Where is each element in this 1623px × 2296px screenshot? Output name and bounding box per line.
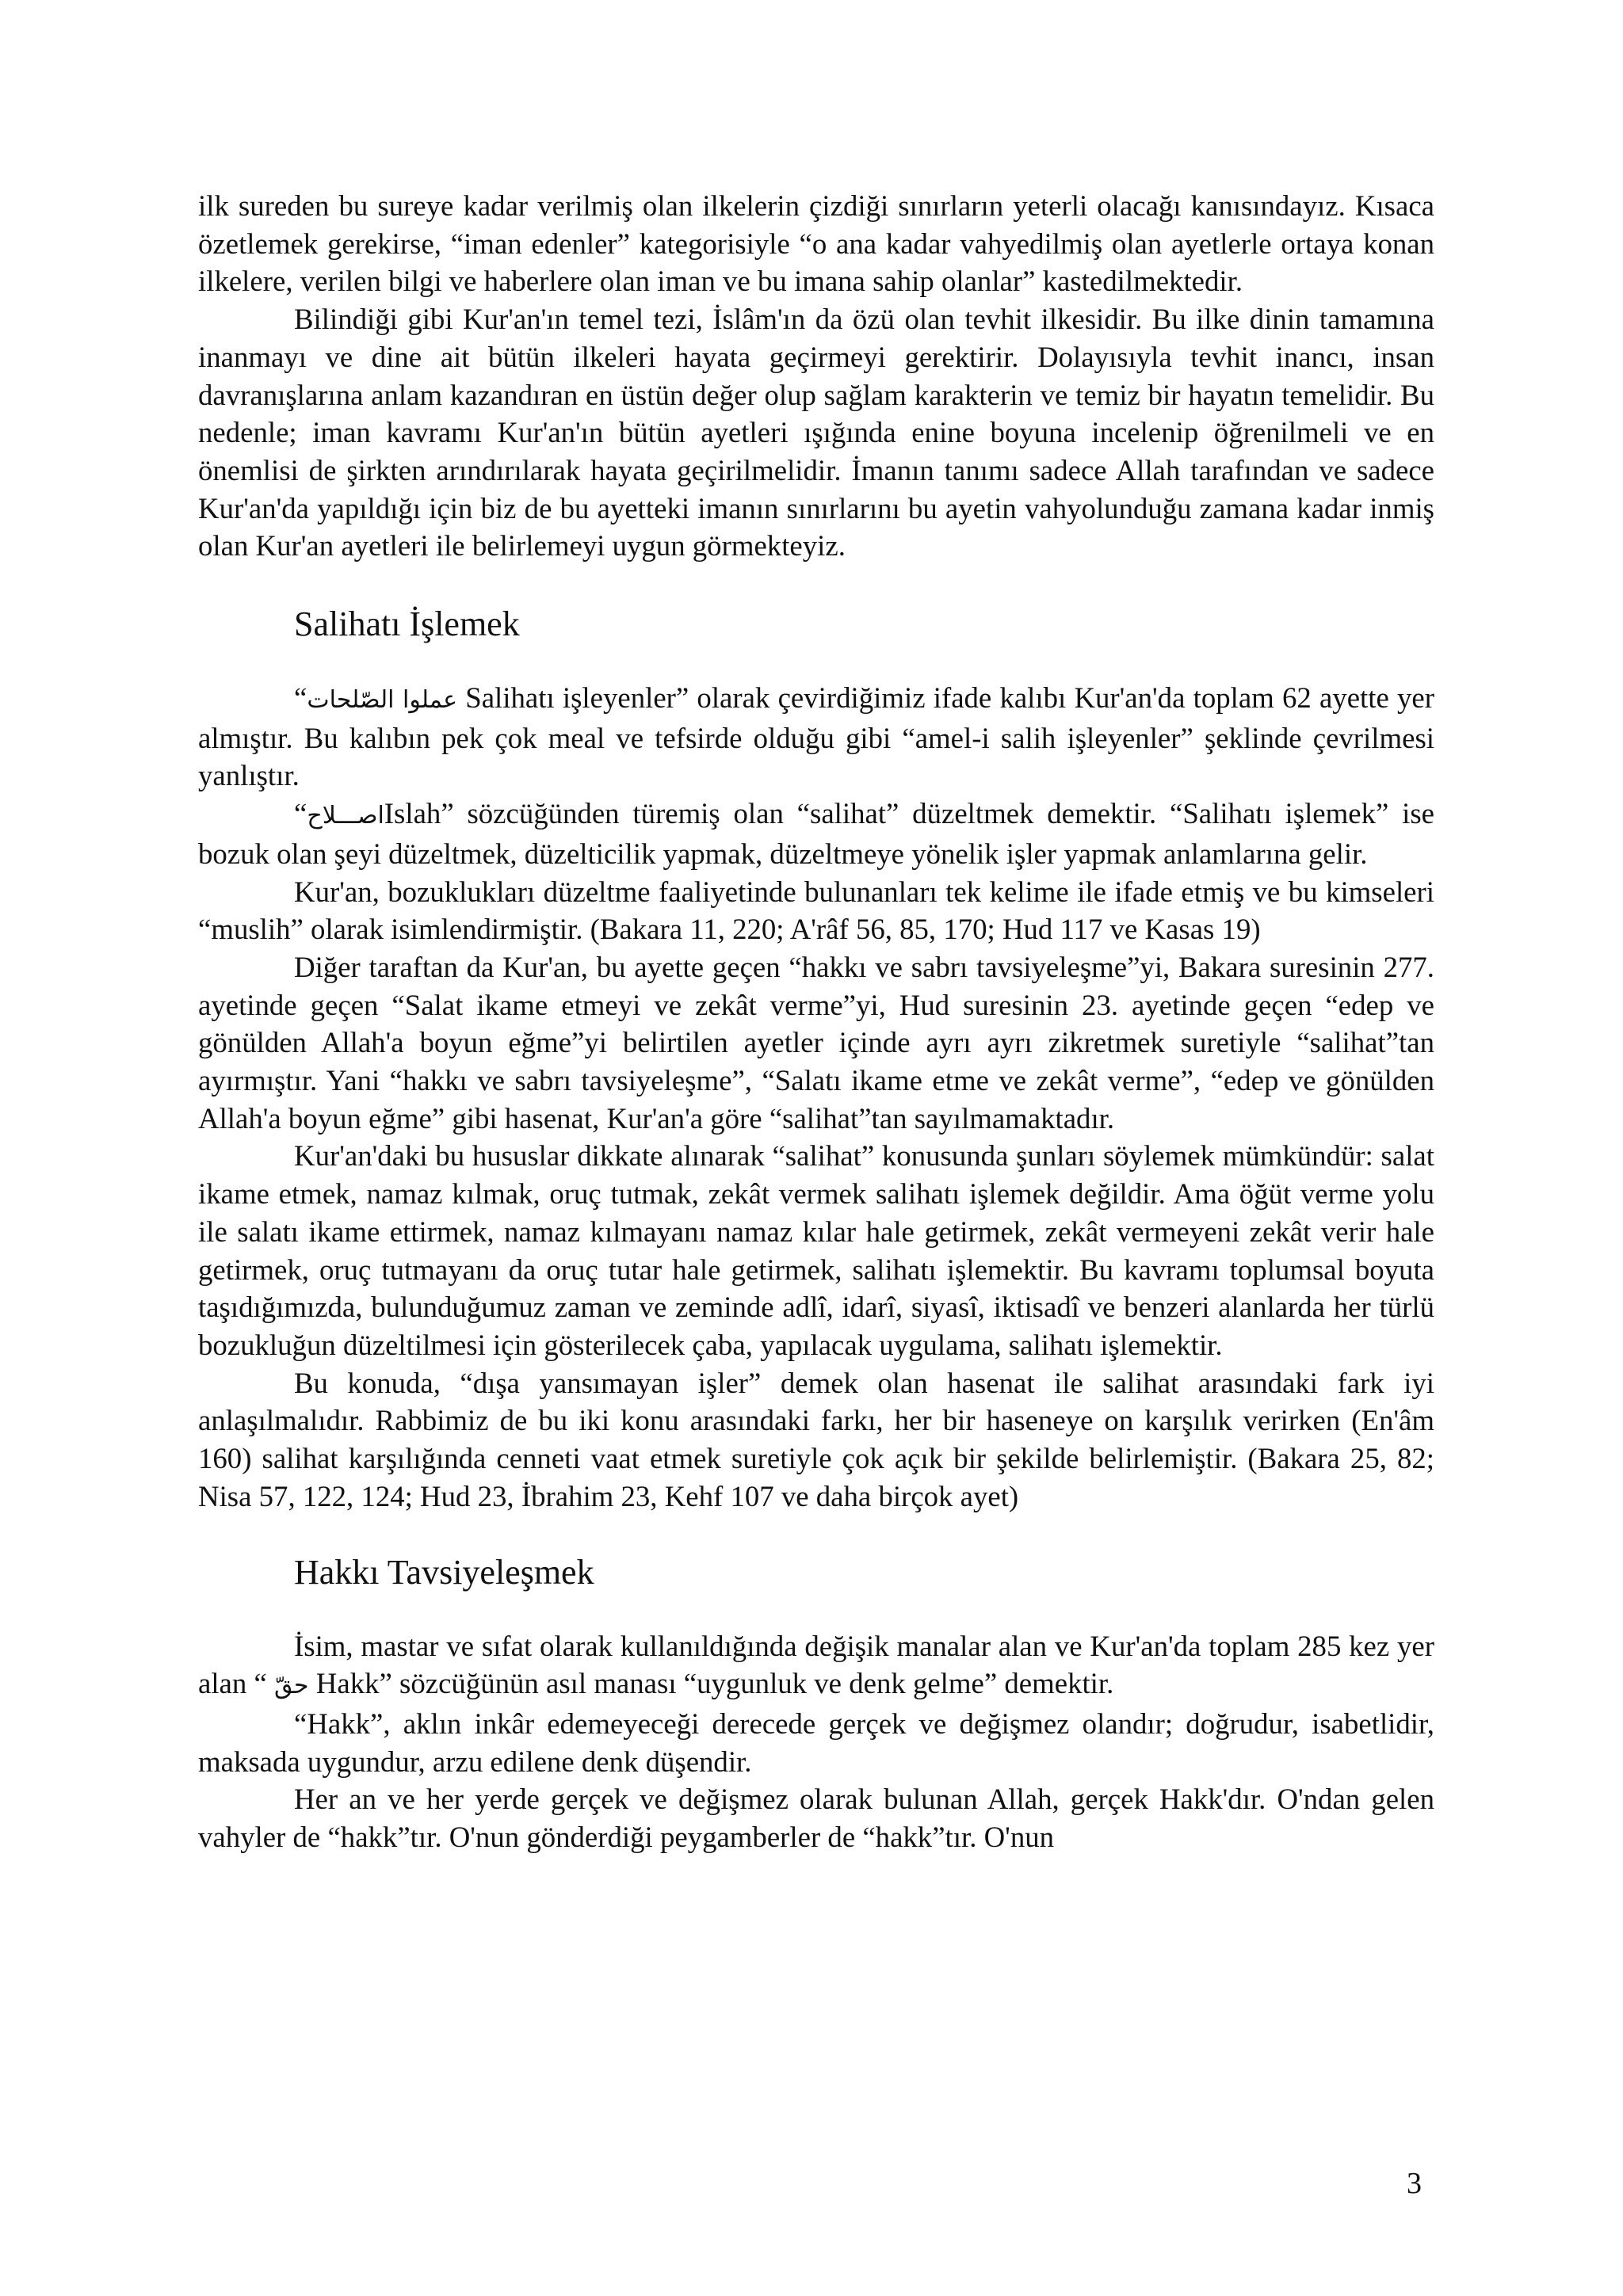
paragraph (198, 795, 1434, 872)
arabic-term: عملوا الصّلحات (307, 686, 458, 715)
paragraph-text: İsim, mastar ve sıfat olarak kullanıldığında değişik manalar alan ve Kur'an'da toplam 285 kez yer alan “ (198, 1629, 1434, 1700)
paragraph-text: Islah” sözcüğünden türemiş olan “salihat” düzeltmek demektir. “Salihatı işlemek” ise bozuk olan şeyi düzeltmek, düzelticilik yapmak, düzeltmeye yönelik işler yapmak anlamlarına gelir. (198, 797, 1434, 870)
paragraph: Kur'an'daki bu hususlar dikkate alınarak “salihat” konusunda şunları söylemek mümkündür: salat ikame etmek, namaz kılmak, oruç tutmak, zekât vermek salihatı işlemek değildir. Ama öğüt verme yolu ile salatı ikame ettirmek, namaz kılmayanı namaz kılar hale getirmek, zekât vermeyeni zekât verir hale getirmek, oruç tutmayanı da oruç tutar hale getirmek, salihatı işlemektir. Bu kavramı toplumsal boyuta taşıdığımızda, bulunduğumuz zaman ve zeminde adlî, idarî, siyasî, iktisadî ve benzeri alanlarda her türlü bozukluğun düzeltilmesi için gösterilecek çaba, yapılacak uygulama, salihatı işlemektir. (198, 1139, 1434, 1361)
quote-mark: “ (294, 797, 307, 830)
paragraph: ilk sureden bu sureye kadar verilmiş olan ilkelerin çizdiği sınırların yeterli olacağı kanısındayız. Kısaca özetlemek gerekirse, “iman edenler” kategorisiyle “o ana kadar vahyedilmiş olan ayetlerle ortaya konan ilkelere, verilen bilgi ve haberlere olan iman ve bu imana sahip olanlar” kastedilmektedir. (198, 189, 1434, 298)
page-number: 3 (1407, 2167, 1422, 2200)
paragraph: Kur'an, bozuklukları düzeltme faaliyetinde bulunanları tek kelime ile ifade etmiş ve bu kimseleri “muslih” olarak isimlendirmiştir. (Bakara 11, 220; A'râf 56, 85, 170; Hud 117 ve Kasas 19) (198, 875, 1434, 946)
paragraph (198, 1627, 1434, 1705)
paragraph: “Hakk”, aklın inkâr edemeyeceği derecede gerçek ve değişmez olandır; doğrudur, isabetlidir, maksada uygundur, arzu edilene denk düşendir. (198, 1707, 1434, 1778)
section-heading-hakki: Hakkı Tavsiyeleşmek (294, 1552, 594, 1592)
paragraph: Her an ve her yerde gerçek ve değişmez olarak bulunan Allah, gerçek Hakk'dır. O'ndan gelen vahyler de “hakk”tır. O'nun gönderdiği peygamberler de “hakk”tır. O'nun (198, 1783, 1434, 1854)
quote-mark: “ (294, 681, 307, 715)
arabic-term: اصـــلاح (307, 802, 384, 830)
paragraph (198, 679, 1434, 795)
paragraph-text: Hakk” sözcüğünün asıl manası “uygunluk ve denk gelme” demektir. (308, 1667, 1114, 1700)
section-heading-salihat: Salihatı İşlemek (294, 605, 520, 644)
paragraph-text: Salihatı işleyenler” olarak çevirdiğimiz ifade kalıbı Kur'an'da toplam 62 ayette yer almıştır. Bu kalıbın pek çok meal ve tefsirde olduğu gibi “amel-i salih işleyenler” şeklinde çevrilmesi yanlıştır. (198, 681, 1434, 792)
document-page (198, 187, 1434, 1856)
paragraph: Diğer taraftan da Kur'an, bu ayette geçen “hakkı ve sabrı tavsiyeleşme”yi, Bakara suresinin 277. ayetinde geçen “Salat ikame etmeyi ve zekât verme”yi, Hud suresinin 23. ayetinde geçen “edep ve gönülden Allah'a boyun eğme”yi belirtilen ayetler içinde ayrı ayrı zikretmek suretiyle “salihat”tan ayırmıştır. Yani “hakkı ve sabrı tavsiyeleşme”, “Salatı ikame etme ve zekât verme”, “edep ve gönülden Allah'a boyun eğme” gibi hasenat, Kur'an'a göre “salihat”tan sayılmamaktadır. (198, 950, 1434, 1135)
paragraph: Bilindiği gibi Kur'an'ın temel tezi, İslâm'ın da özü olan tevhit ilkesidir. Bu ilke dinin tamamına inanmayı ve dine ait bütün ilkeleri hayata geçirmeyi gerektirir. Dolayısıyla tevhit inancı, insan davranışlarına anlam kazandıran en üstün değer olup sağlam karakterin ve temiz bir hayatın temelidir. Bu nedenle; iman kavramı Kur'an'ın bütün ayetleri ışığında enine boyuna incelenip öğrenilmeli ve en önemlisi de şirkten arındırılarak hayata geçirilmelidir. İmanın tanımı sadece Allah tarafından ve sadece Kur'an'da yapıldığı için biz de bu ayetteki imanın sınırlarını bu ayetin vahyolunduğu zamana kadar inmiş olan Kur'an ayetleri ile belirlemeyi uygun görmekteyiz. (198, 303, 1434, 563)
paragraph: Bu konuda, “dışa yansımayan işler” demek olan hasenat ile salihat arasındaki fark iyi anlaşılmalıdır. Rabbimiz de bu iki konu arasındaki farkı, her bir haseneye on karşılık verirken (En'âm 160) salihat karşılığında cenneti vaat etmek suretiyle çok açık bir şekilde belirlemiştir. (Bakara 25, 82; Nisa 57, 122, 124; Hud 23, İbrahim 23, Kehf 107 ve daha birçok ayet) (198, 1366, 1434, 1512)
arabic-term: حقّ (274, 1672, 309, 1700)
